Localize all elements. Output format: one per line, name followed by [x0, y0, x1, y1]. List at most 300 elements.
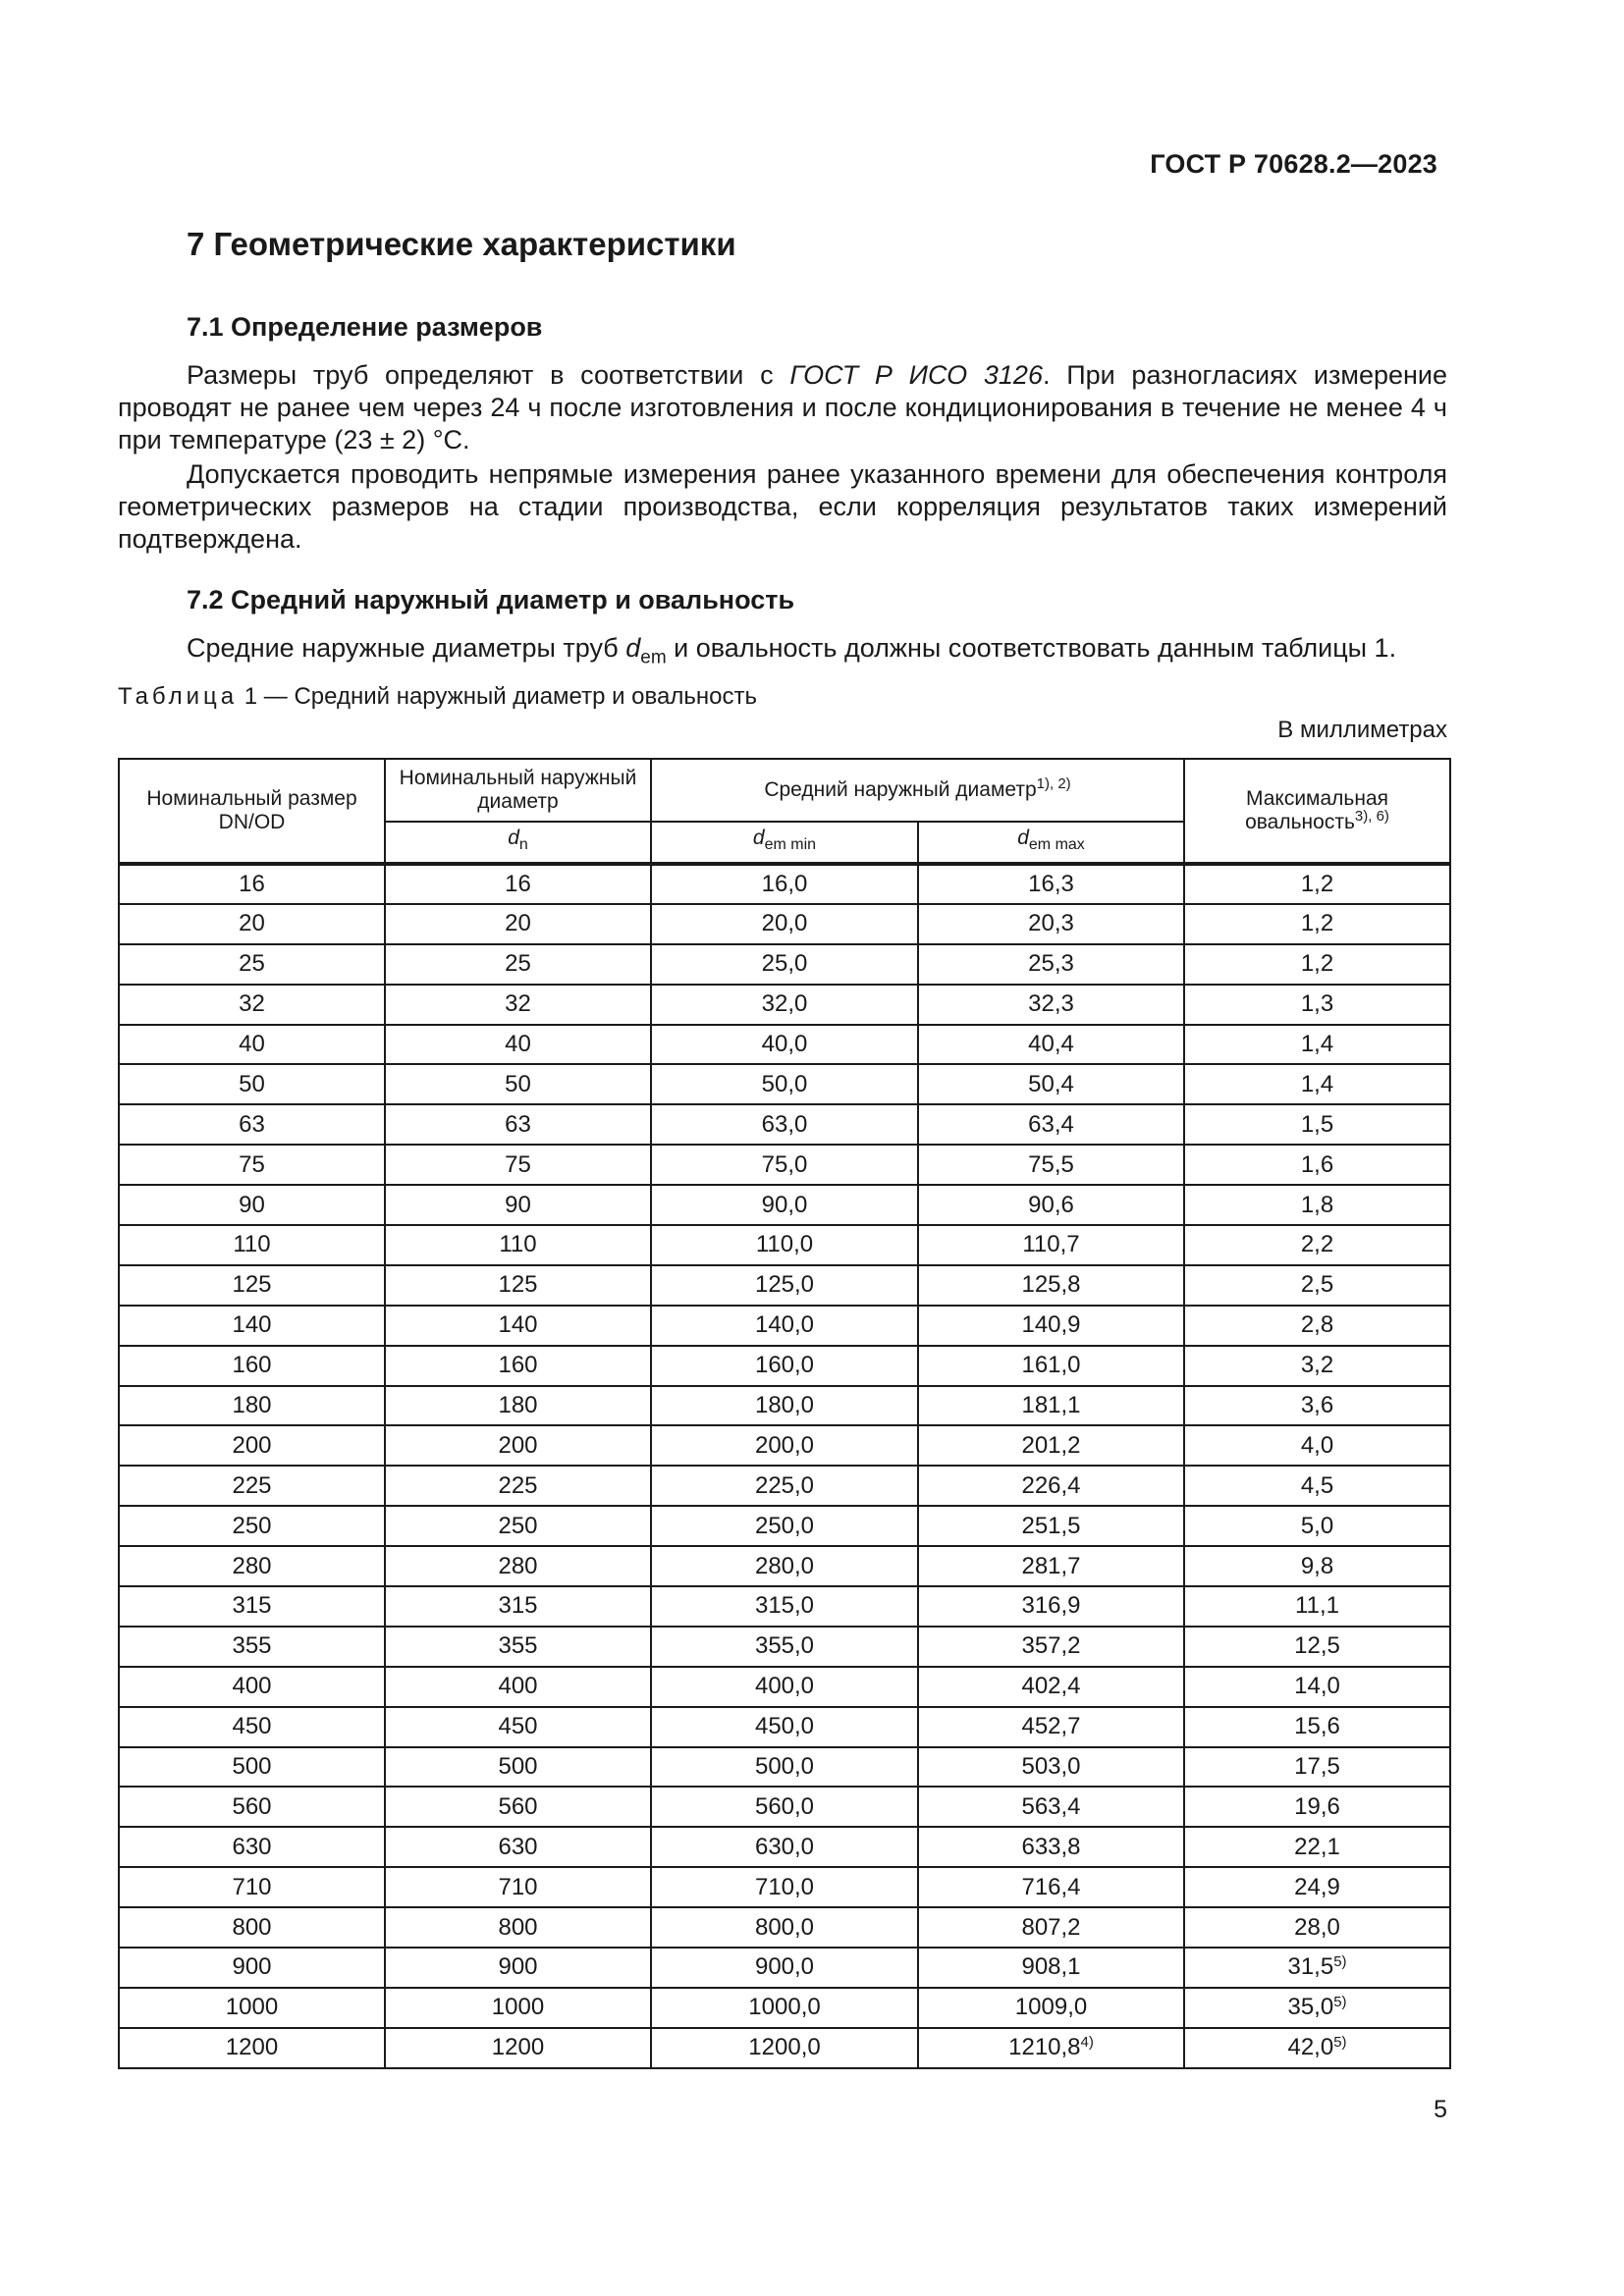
cell-value: 28,0	[1294, 1913, 1340, 1941]
cell-nominal-size	[119, 1025, 385, 1065]
cell-nominal-outer	[385, 2028, 651, 2068]
cell-nominal-size	[119, 1466, 385, 1506]
cell-value: 250	[498, 1512, 538, 1539]
cell-value: 1,4	[1300, 1031, 1334, 1057]
cell-value: 31,5	[1287, 1953, 1334, 1981]
cell-max-ovality	[1184, 1747, 1450, 1788]
cell-nominal-size	[119, 864, 385, 904]
table-row	[119, 1386, 1450, 1426]
cell-max-ovality	[1184, 1185, 1450, 1225]
cell-value: 16	[239, 870, 265, 897]
cell-dem-max	[918, 904, 1184, 944]
paragraph-text: Средние наружные диаметры труб	[187, 633, 626, 663]
cell-value: 450,0	[754, 1713, 815, 1740]
cell-dem-max	[918, 1867, 1184, 1907]
cell-nominal-size	[119, 1787, 385, 1827]
cell-value: 315	[498, 1592, 538, 1620]
cell-value: 710	[232, 1873, 272, 1900]
cell-value: 315	[232, 1592, 272, 1620]
cell-value: 630	[498, 1833, 538, 1860]
subsection-title-7-2: 7.2 Средний наружный диаметр и овальность	[187, 585, 795, 614]
cell-max-ovality	[1184, 1506, 1450, 1546]
cell-value: 355,0	[754, 1632, 815, 1660]
cell-dem-min	[651, 1586, 918, 1627]
footnote-ref: 3), 6)	[1354, 808, 1389, 825]
cell-max-ovality	[1184, 944, 1450, 985]
symbol-base: d	[508, 827, 519, 850]
cell-max-ovality	[1184, 1586, 1450, 1627]
subsection-title-7-1: 7.1 Определение размеров	[187, 312, 543, 342]
table-row	[119, 1104, 1450, 1145]
header-max-ovality	[1184, 759, 1450, 864]
cell-dem-max	[918, 1386, 1184, 1426]
header-max-ovality-label: Максимальная овальность	[1245, 787, 1389, 833]
cell-nominal-outer	[385, 1948, 651, 1988]
cell-value: 3,6	[1300, 1392, 1334, 1419]
cell-dem-min	[651, 864, 918, 904]
cell-nominal-outer	[385, 1707, 651, 1747]
cell-value: 716,4	[1021, 1873, 1081, 1900]
cell-value: 710	[498, 1873, 538, 1900]
cell-nominal-size	[119, 1827, 385, 1867]
cell-max-ovality	[1184, 1466, 1450, 1506]
cell-dem-max	[918, 1265, 1184, 1306]
cell-nominal-outer	[385, 1025, 651, 1065]
table-row	[119, 1466, 1450, 1506]
cell-dem-min	[651, 1707, 918, 1747]
cell-value: 1,8	[1300, 1191, 1334, 1218]
cell-value: 20	[505, 910, 531, 937]
cell-nominal-size	[119, 1948, 385, 1988]
cell-nominal-outer	[385, 1627, 651, 1667]
cell-value: 32,3	[1028, 990, 1074, 1018]
cell-value: 40	[239, 1031, 265, 1057]
cell-dem-min	[651, 1265, 918, 1306]
cell-nominal-size	[119, 1506, 385, 1546]
cell-value: 63	[505, 1110, 531, 1138]
cell-dem-min	[651, 1185, 918, 1225]
cell-nominal-outer	[385, 1306, 651, 1346]
cell-nominal-size	[119, 1867, 385, 1907]
symbol-dem	[625, 633, 667, 668]
cell-value: 25,3	[1028, 950, 1074, 978]
table-row	[119, 1627, 1450, 1667]
cell-max-ovality	[1184, 1546, 1450, 1586]
cell-max-ovality	[1184, 1827, 1450, 1867]
cell-value: 110,7	[1022, 1231, 1080, 1258]
cell-dem-min	[651, 1346, 918, 1386]
cell-value: 400,0	[754, 1673, 815, 1700]
table-row	[119, 1988, 1450, 2028]
cell-value: 281,7	[1021, 1552, 1081, 1579]
cell-nominal-size	[119, 1988, 385, 2028]
cell-value: 1200	[491, 2034, 545, 2061]
cell-max-ovality	[1184, 1707, 1450, 1747]
cell-value: 160,0	[754, 1352, 815, 1379]
cell-value: 90	[505, 1191, 531, 1218]
cell-nominal-outer	[385, 1104, 651, 1145]
cell-value: 710,0	[754, 1873, 815, 1900]
cell-dem-max	[918, 1667, 1184, 1707]
cell-value: 357,2	[1021, 1632, 1081, 1660]
cell-nominal-outer	[385, 904, 651, 944]
cell-value: 40,4	[1028, 1031, 1074, 1057]
cell-value: 355	[498, 1632, 538, 1660]
table-caption-text: 1 — Средний наружный диаметр и овальность	[244, 683, 757, 710]
cell-nominal-size	[119, 2028, 385, 2068]
header-mean-outer-diameter	[651, 759, 1184, 822]
cell-value: 140,9	[1021, 1311, 1081, 1339]
cell-dem-min	[651, 1425, 918, 1466]
cell-value: 1,6	[1300, 1150, 1334, 1178]
table-row	[119, 2028, 1450, 2068]
paragraph-7-1-first	[118, 359, 1447, 456]
cell-value: 40	[505, 1031, 531, 1057]
header-mean-outer-label: Средний наружный диаметр	[764, 778, 1037, 801]
cell-max-ovality	[1184, 1386, 1450, 1426]
cell-nominal-outer	[385, 1586, 651, 1627]
cell-max-ovality	[1184, 1265, 1450, 1306]
cell-nominal-outer	[385, 1185, 651, 1225]
cell-value: 450	[232, 1713, 272, 1740]
cell-value: 14,0	[1294, 1673, 1340, 1700]
cell-value: 90,0	[761, 1191, 808, 1218]
cell-nominal-size	[119, 1747, 385, 1788]
cell-nominal-outer	[385, 944, 651, 985]
cell-value: 900,0	[754, 1953, 815, 1981]
cell-dem-min	[651, 1225, 918, 1265]
cell-nominal-size	[119, 904, 385, 944]
cell-value: 16,0	[761, 870, 808, 897]
table-row	[119, 985, 1450, 1025]
cell-value: 503,0	[1021, 1753, 1081, 1781]
cell-value: 50	[505, 1070, 531, 1097]
cell-nominal-outer	[385, 1907, 651, 1948]
cell-value: 22,1	[1294, 1833, 1340, 1860]
cell-dem-max	[918, 1506, 1184, 1546]
cell-value: 20	[239, 910, 265, 937]
cell-value: 225	[498, 1471, 538, 1499]
cell-value: 250,0	[754, 1512, 815, 1539]
cell-value: 16,3	[1028, 870, 1074, 897]
cell-dem-min	[651, 1145, 918, 1185]
cell-value: 1200	[225, 2034, 279, 2061]
table-row	[119, 1425, 1450, 1466]
cell-nominal-size	[119, 1145, 385, 1185]
cell-value: 900	[498, 1953, 538, 1981]
cell-value: 4,0	[1300, 1431, 1334, 1459]
cell-dem-min	[651, 1747, 918, 1788]
cell-value: 560	[498, 1792, 538, 1820]
cell-dem-min	[651, 944, 918, 985]
cell-dem-min	[651, 1988, 918, 2028]
cell-value: 200	[232, 1431, 272, 1459]
cell-value: 35,0	[1287, 1994, 1334, 2021]
cell-value: 500	[498, 1753, 538, 1781]
cell-max-ovality	[1184, 904, 1450, 944]
cell-dem-max	[918, 944, 1184, 985]
cell-value: 500	[232, 1753, 272, 1781]
cell-dem-max	[918, 1627, 1184, 1667]
cell-dem-max	[918, 1787, 1184, 1827]
cell-value: 19,6	[1294, 1792, 1340, 1820]
cell-value: 12,5	[1294, 1632, 1340, 1660]
cell-value: 400	[232, 1673, 272, 1700]
cell-value: 225,0	[754, 1471, 815, 1499]
cell-nominal-outer	[385, 1225, 651, 1265]
cell-value: 316,9	[1021, 1592, 1081, 1620]
cell-value: 75,0	[761, 1150, 808, 1178]
cell-nominal-size	[119, 1386, 385, 1426]
cell-nominal-outer	[385, 1827, 651, 1867]
cell-value: 63	[239, 1110, 265, 1138]
cell-nominal-outer	[385, 1747, 651, 1788]
cell-value: 280	[498, 1552, 538, 1579]
cell-dem-min	[651, 1546, 918, 1586]
cell-value: 1,2	[1300, 870, 1334, 897]
table-row	[119, 904, 1450, 944]
cell-nominal-outer	[385, 1667, 651, 1707]
cell-value: 4,5	[1300, 1471, 1334, 1499]
cell-value: 1009,0	[1014, 1994, 1088, 2021]
cell-dem-max	[918, 1586, 1184, 1627]
table-row	[119, 1546, 1450, 1586]
cell-max-ovality	[1184, 1948, 1450, 1988]
cell-value: 450	[498, 1713, 538, 1740]
footnote-ref: 1), 2)	[1036, 775, 1071, 792]
cell-value: 50,4	[1028, 1070, 1074, 1097]
footnote-ref: 5)	[1333, 2034, 1347, 2052]
table-row	[119, 1506, 1450, 1546]
table-row	[119, 1025, 1450, 1065]
symbol-base: d	[752, 827, 765, 850]
cell-dem-min	[651, 1667, 918, 1707]
cell-value: 452,7	[1021, 1713, 1081, 1740]
cell-nominal-size	[119, 985, 385, 1025]
cell-value: 125	[498, 1271, 538, 1299]
symbol-subscript: em max	[1028, 836, 1085, 854]
cell-max-ovality	[1184, 2028, 1450, 2068]
diameter-ovality-table	[118, 758, 1451, 2069]
table-body	[119, 864, 1450, 2068]
cell-nominal-outer	[385, 1988, 651, 2028]
table-row	[119, 1948, 1450, 1988]
cell-value: 800,0	[754, 1913, 815, 1941]
table-row	[119, 1265, 1450, 1306]
cell-nominal-size	[119, 1225, 385, 1265]
cell-value: 75	[505, 1150, 531, 1178]
cell-value: 1000	[491, 1994, 545, 2021]
cell-max-ovality	[1184, 1667, 1450, 1707]
cell-value: 633,8	[1021, 1833, 1081, 1860]
table-row	[119, 1867, 1450, 1907]
cell-value: 800	[498, 1913, 538, 1941]
cell-value: 280,0	[754, 1552, 815, 1579]
cell-value: 400	[498, 1673, 538, 1700]
cell-value: 908,1	[1021, 1953, 1081, 1981]
cell-value: 1000	[225, 1994, 279, 2021]
cell-nominal-size	[119, 1546, 385, 1586]
cell-max-ovality	[1184, 1025, 1450, 1065]
cell-dem-min	[651, 1787, 918, 1827]
cell-value: 25,0	[761, 950, 808, 978]
cell-dem-max	[918, 1546, 1184, 1586]
table-row	[119, 1145, 1450, 1185]
table-row	[119, 1346, 1450, 1386]
cell-value: 160	[498, 1352, 538, 1379]
cell-max-ovality	[1184, 1988, 1450, 2028]
cell-value: 25	[505, 950, 531, 978]
table-caption-label: Таблица	[118, 683, 239, 710]
cell-value: 90	[239, 1191, 265, 1218]
symbol-subscript: n	[518, 836, 528, 854]
cell-dem-max	[918, 1988, 1184, 2028]
cell-max-ovality	[1184, 1104, 1450, 1145]
table-units: В миллиметрах	[1277, 717, 1447, 743]
cell-value: 226,4	[1021, 1471, 1081, 1499]
cell-value: 63,0	[761, 1110, 808, 1138]
cell-max-ovality	[1184, 1225, 1450, 1265]
cell-dem-min	[651, 1827, 918, 1867]
header-nominal-size: Номинальный размер DN/OD	[119, 759, 385, 864]
cell-value: 315,0	[754, 1592, 815, 1620]
symbol-subscript: em	[640, 647, 667, 668]
cell-nominal-size	[119, 1907, 385, 1948]
cell-value: 50,0	[761, 1070, 808, 1097]
table-row	[119, 1707, 1450, 1747]
cell-value: 110,0	[755, 1231, 814, 1258]
cell-value: 160	[232, 1352, 272, 1379]
cell-nominal-size	[119, 1667, 385, 1707]
cell-value: 20,3	[1028, 910, 1074, 937]
cell-value: 42,0	[1287, 2034, 1334, 2061]
cell-nominal-outer	[385, 1145, 651, 1185]
cell-nominal-size	[119, 1425, 385, 1466]
cell-dem-max	[918, 1025, 1184, 1065]
cell-value: 25	[239, 950, 265, 978]
cell-dem-max	[918, 1225, 1184, 1265]
cell-dem-max	[918, 1466, 1184, 1506]
cell-value: 180	[498, 1392, 538, 1419]
cell-value: 200,0	[754, 1431, 815, 1459]
table-row	[119, 1064, 1450, 1104]
cell-value: 1,2	[1300, 910, 1334, 937]
cell-value: 17,5	[1294, 1753, 1340, 1781]
cell-max-ovality	[1184, 985, 1450, 1025]
cell-value: 2,2	[1300, 1231, 1334, 1258]
table-row	[119, 1787, 1450, 1827]
cell-nominal-size	[119, 1104, 385, 1145]
cell-dem-min	[651, 1627, 918, 1667]
cell-dem-min	[651, 1466, 918, 1506]
cell-dem-min	[651, 1064, 918, 1104]
table-row	[119, 1306, 1450, 1346]
cell-nominal-outer	[385, 1787, 651, 1827]
cell-dem-max	[918, 1306, 1184, 1346]
footnote-ref: 5)	[1333, 1994, 1347, 2011]
cell-nominal-outer	[385, 1386, 651, 1426]
cell-nominal-size	[119, 1627, 385, 1667]
cell-max-ovality	[1184, 1627, 1450, 1667]
cell-value: 75	[239, 1150, 265, 1178]
cell-value: 125,8	[1021, 1271, 1081, 1299]
cell-nominal-outer	[385, 1506, 651, 1546]
cell-max-ovality	[1184, 1867, 1450, 1907]
cell-dem-min	[651, 1306, 918, 1346]
cell-value: 2,8	[1300, 1311, 1334, 1339]
cell-value: 1,5	[1300, 1110, 1334, 1138]
cell-value: 5,0	[1300, 1512, 1334, 1539]
cell-value: 181,1	[1021, 1392, 1081, 1419]
cell-dem-max	[918, 1104, 1184, 1145]
cell-dem-min	[651, 985, 918, 1025]
symbol-base: d	[625, 633, 641, 663]
cell-dem-max	[918, 1145, 1184, 1185]
cell-dem-min	[651, 1386, 918, 1426]
cell-dem-max	[918, 864, 1184, 904]
cell-nominal-outer	[385, 985, 651, 1025]
table-row	[119, 1225, 1450, 1265]
symbol-subscript: em min	[764, 836, 817, 854]
cell-dem-min	[651, 1948, 918, 1988]
page-number: 5	[1434, 2096, 1447, 2123]
cell-value: 563,4	[1021, 1792, 1081, 1820]
cell-value: 800	[232, 1913, 272, 1941]
cell-value: 560	[232, 1792, 272, 1820]
footnote-ref: 4)	[1080, 2034, 1094, 2052]
paragraph-7-1-second: Допускается проводить непрямые измерения ранее указанного времени для обеспечения контроля геометрических размеров на стадии производства, если корреляция результатов таких измерений подтверждена.	[118, 459, 1447, 554]
cell-value: 125,0	[754, 1271, 815, 1299]
cell-nominal-size	[119, 1265, 385, 1306]
cell-value: 630,0	[754, 1833, 815, 1860]
cell-value: 200	[498, 1431, 538, 1459]
cell-value: 20,0	[761, 910, 808, 937]
cell-value: 225	[232, 1471, 272, 1499]
table-row	[119, 1586, 1450, 1627]
cell-value: 1210,8	[1008, 2034, 1081, 2061]
cell-value: 807,2	[1021, 1913, 1081, 1941]
symbol-base: d	[1017, 827, 1029, 850]
cell-max-ovality	[1184, 1425, 1450, 1466]
cell-value: 3,2	[1300, 1352, 1334, 1379]
cell-nominal-size	[119, 1586, 385, 1627]
cell-max-ovality	[1184, 1306, 1450, 1346]
cell-value: 2,5	[1300, 1271, 1334, 1299]
cell-value: 75,5	[1028, 1150, 1074, 1178]
cell-dem-max	[918, 1425, 1184, 1466]
cell-value: 63,4	[1028, 1110, 1074, 1138]
cell-value: 180,0	[754, 1392, 815, 1419]
cell-dem-min	[651, 2028, 918, 2068]
header-dem-min-symbol	[651, 822, 918, 864]
cell-value: 32	[505, 990, 531, 1018]
cell-dem-max	[918, 2028, 1184, 2068]
cell-nominal-size	[119, 1306, 385, 1346]
cell-value: 24,9	[1294, 1873, 1340, 1900]
table-row	[119, 1907, 1450, 1948]
cell-dem-max	[918, 1827, 1184, 1867]
cell-value: 32,0	[761, 990, 808, 1018]
cell-nominal-outer	[385, 1265, 651, 1306]
cell-dem-min	[651, 1867, 918, 1907]
cell-nominal-size	[119, 1185, 385, 1225]
table-caption	[118, 683, 757, 711]
header-nominal-outer-diameter: Номинальный наружный диаметр	[385, 759, 651, 822]
cell-dem-max	[918, 985, 1184, 1025]
table-row	[119, 864, 1450, 904]
cell-value: 500,0	[754, 1753, 815, 1781]
cell-value: 630	[232, 1833, 272, 1860]
